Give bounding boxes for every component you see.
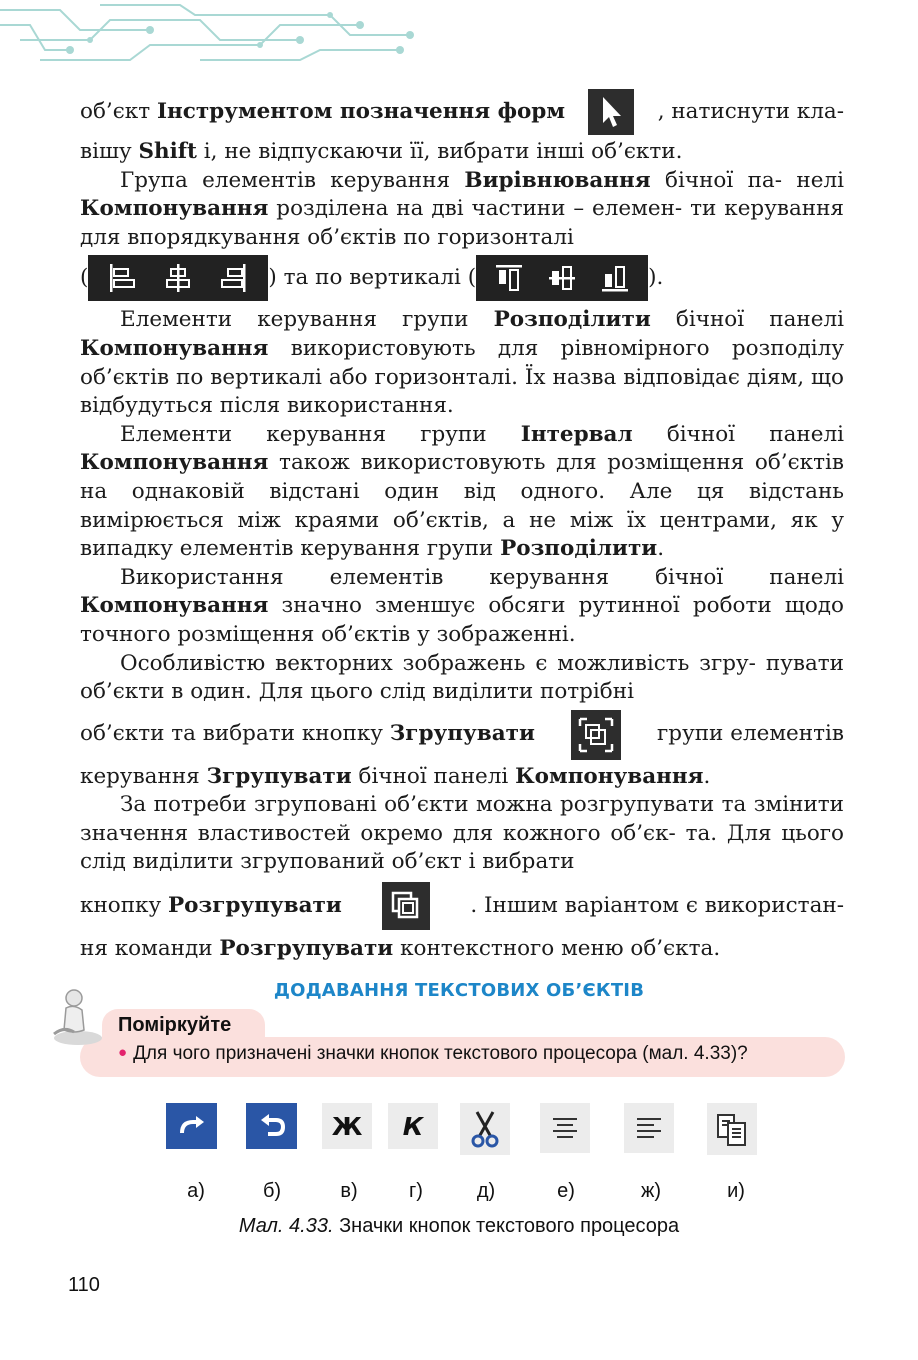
text-line: об’єкти та вибрати кнопку Згрупувати групи елементів	[80, 707, 844, 763]
figure-label: и)	[727, 1180, 745, 1202]
paste-icon	[707, 1103, 757, 1155]
figure-label: ж)	[640, 1180, 662, 1202]
text-line: об’єкт Інструментом позначення форм , натиснути кла-	[80, 90, 844, 134]
circuit-decoration	[0, 0, 430, 72]
group-icon	[571, 710, 621, 760]
undo-icon	[246, 1103, 297, 1149]
page-number: 110	[68, 1274, 100, 1296]
think-title: Поміркуйте	[118, 1014, 232, 1036]
text-line: ( ) та по вертикалі ( ).	[80, 252, 844, 304]
align-horizontal-icons	[88, 255, 268, 301]
align-top-edge-icon	[494, 262, 524, 294]
body-text: об’єкт Інструментом позначення форм , натиснути кла- вішу Shift і, не відпускаючи її, вибрати інші об’єкти. Група елементів керування Вирівнювання бічної па- нелі Компонування розділена на дві частини – елемен- ти керування для впорядкування об’єктів по горизонталі ( ) та по вертикалі ( ). Елементи керування групи Розподілити бічної панелі Компонування використовують для рівномірного розподілу об’єктів по вертикалі або горизонталі. Їх назва відповідає діям, що відбудуться після використання. Елементи керування групи Інтервал бічної панелі Компонування також використовують для розміщення об’єктів на однаковій відстані один від одного. Але ця відстань вимірюється між краями об’єктів, а не між їх центрами, як у випадку елементів керування групи Розподілити. Використання елементів керування бічної панелі Компонування значно зменшує обсяги рутинної роботи щодо точного розміщення об’єктів у зображенні. Особливістю векторних зображень є можливість згру- пувати об’єкти в один. Для цього слід виділити потрібні об’єкти та вибрати кнопку Згрупувати групи елементів керування Згрупувати бічної панелі Компонування. За потреби згруповані об’єкти можна розгрупувати та змінити значення властивостей окремо для кожного об’єк- та. Для цього слід виділити згрупований об’єкт і вибрати кнопку Розгрупувати . Іншим варіантом є використан- ня команди Розгрупувати контекстного меню об’єкта.	[80, 90, 844, 964]
figure-label: а)	[187, 1180, 205, 1202]
bullet-icon: ●	[118, 1044, 128, 1061]
think-question: ● Для чого призначені значки кнопок текстового процесора (мал. 4.33)?	[118, 1043, 748, 1064]
figure-label: г)	[409, 1180, 423, 1202]
thinking-person-icon	[44, 986, 106, 1048]
redo-icon	[166, 1103, 217, 1149]
align-vertical-icons	[476, 255, 648, 301]
bold-icon: Ж	[322, 1103, 372, 1149]
scissors-icon	[460, 1103, 510, 1155]
align-left-edge-icon	[107, 262, 137, 294]
align-bottom-edge-icon	[600, 262, 630, 294]
figure-label: е)	[557, 1180, 575, 1202]
ungroup-icon	[382, 882, 430, 930]
section-heading: ДОДАВАННЯ ТЕКСТОВИХ ОБ’ЄКТІВ	[273, 980, 645, 1001]
figure-label: д)	[476, 1180, 496, 1202]
figure-caption: Мал. 4.33. Значки кнопок текстового процесора	[238, 1215, 680, 1237]
align-right-edge-icon	[219, 262, 249, 294]
figure-label: б)	[262, 1180, 282, 1202]
align-middle-vertical-icon	[547, 262, 577, 294]
align-center-icon	[540, 1103, 590, 1153]
italic-icon: К	[388, 1103, 438, 1149]
select-tool-icon	[588, 89, 634, 135]
figure-label: в)	[340, 1180, 358, 1202]
align-center-horizontal-icon	[163, 262, 193, 294]
text-line: кнопку Розгрупувати . Іншим варіантом є використан-	[80, 877, 844, 935]
align-left-icon	[624, 1103, 674, 1153]
